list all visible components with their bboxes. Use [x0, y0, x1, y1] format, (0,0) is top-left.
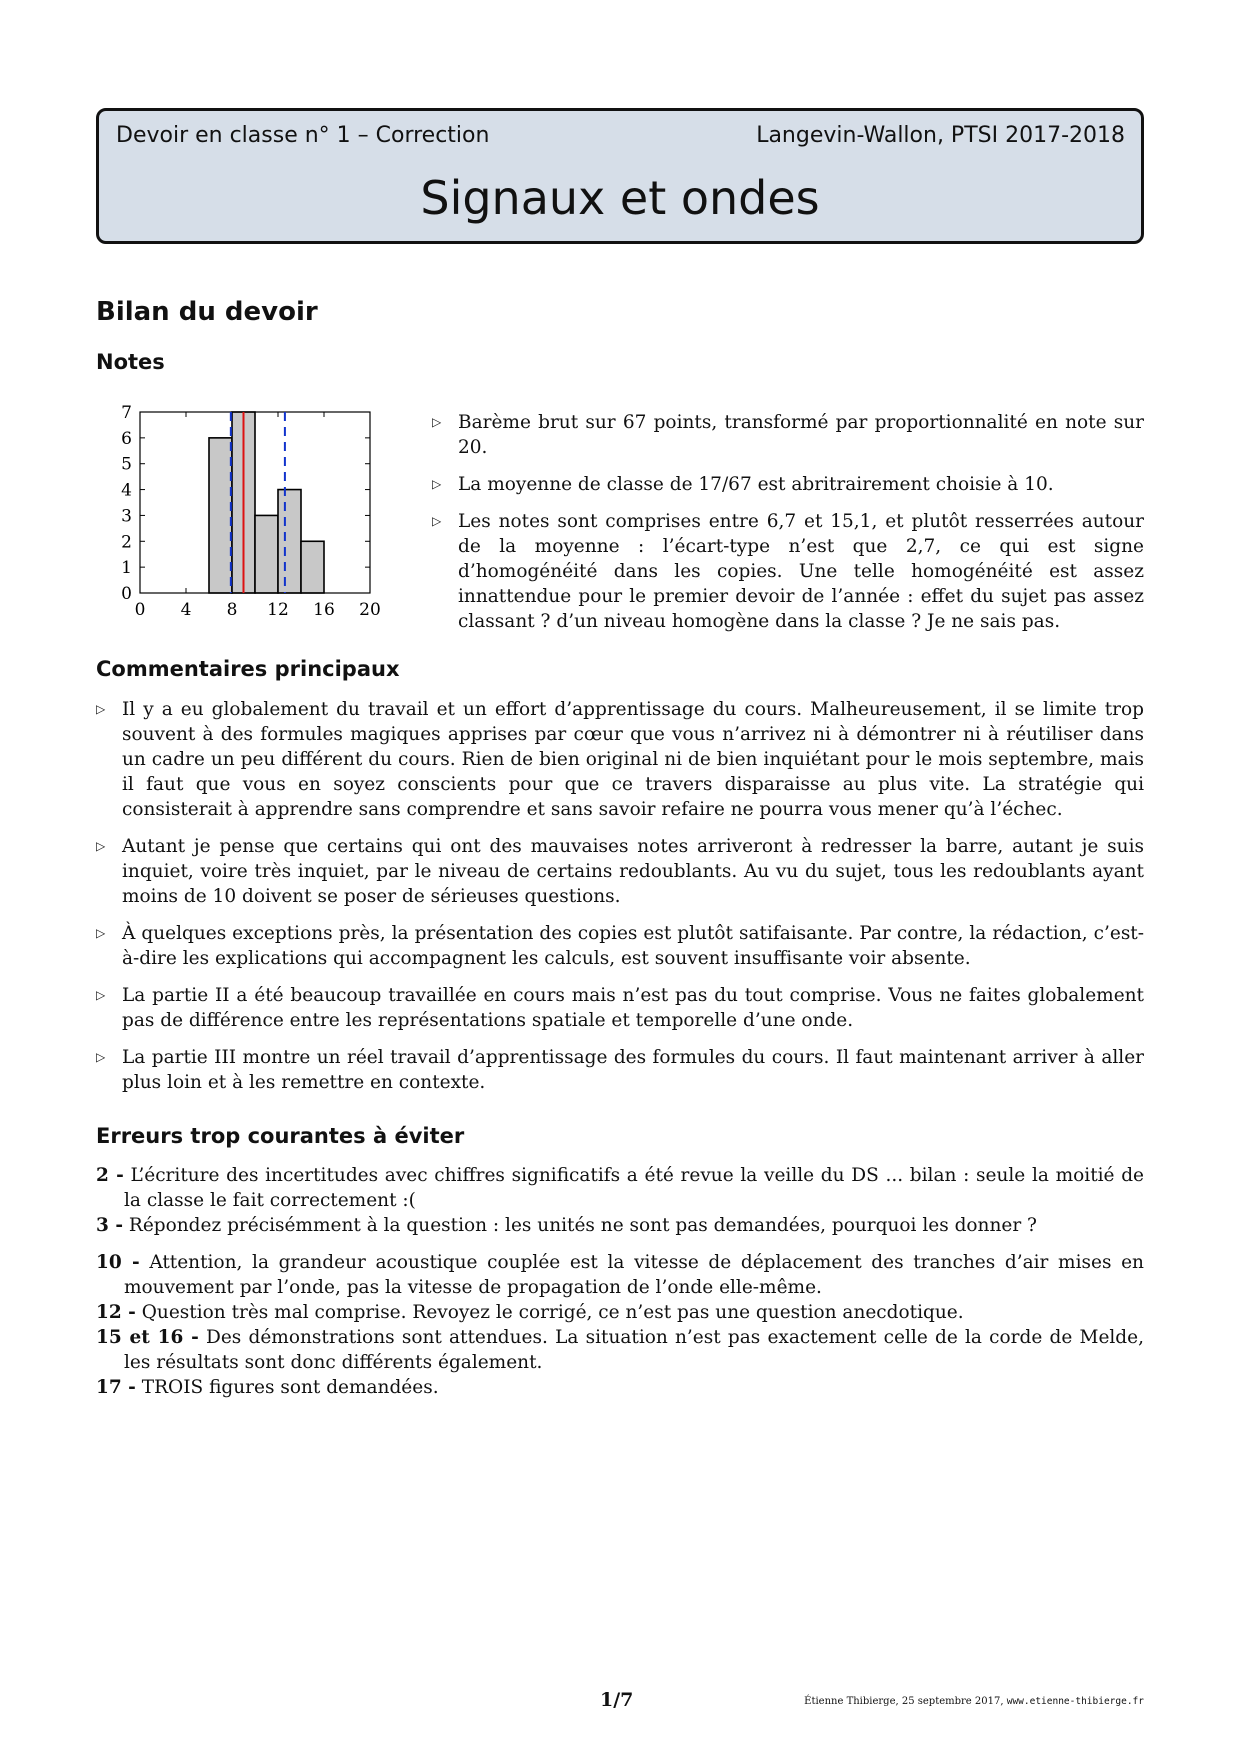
- comments-bullet-list: [96, 697, 1144, 1107]
- x-tick-label: 12: [267, 600, 289, 620]
- footer-site: www.etienne-thibierge.fr: [1006, 1696, 1144, 1707]
- list-item: ▷ Il y a eu globalement du travail et un effort d’apprentissage du cours. Malheureusement, il se limite trop souvent à des formules magiques apprises par cœur que vous n’arrivez ni à démontrer ni à réutiliser dans un cadre un peu différent du cours. Rien de bien original ni de bien inquiétant pour le mois septembre, mais il faut que vous en soyez conscients pour que ce travers disparaisse au plus vite. La stratégie qui consisterait à apprendre sans comprendre et sans savoir refaire ne pourra vous mener qu’à l’échec.: [96, 699, 1144, 820]
- histogram-bar: [301, 541, 324, 593]
- header-left: Devoir en classe n° 1 – Correction: [116, 123, 490, 148]
- triangle-bullet-icon: ▷: [432, 415, 442, 429]
- list-item: 10 - Attention, la grandeur acoustique couplée est la vitesse de déplacement des tranches d’air mises en mouvement par l’onde, pas la vitesse de propagation de l’onde elle-même.: [96, 1252, 1144, 1298]
- triangle-bullet-icon: ▷: [96, 839, 106, 853]
- list-item: 12 - Question très mal comprise. Revoyez le corrigé, ce n’est pas une question anecdotique.: [96, 1302, 964, 1323]
- histogram-bar: [209, 438, 232, 593]
- subsection-title-commentaires: Commentaires principaux: [96, 657, 400, 681]
- list-item: 15 et 16 - Des démonstrations sont attendues. La situation n’est pas exactement celle de la corde de Melde, les résultats sont donc différents également.: [96, 1327, 1144, 1373]
- list-item: ▷ La partie III montre un réel travail d’apprentissage des formules du cours. Il faut maintenant arriver à aller plus loin et à les remettre en contexte.: [96, 1047, 1144, 1093]
- page-number: 1/7: [600, 1689, 634, 1711]
- errors-list-1: [96, 1163, 1144, 1238]
- section-title-bilan: Bilan du devoir: [96, 297, 318, 327]
- triangle-bullet-icon: ▷: [96, 926, 106, 940]
- errors-list-2: [96, 1250, 1144, 1400]
- y-tick-label: 1: [121, 558, 132, 579]
- x-tick-label: 8: [226, 600, 238, 620]
- list-item: ▷ Les notes sont comprises entre 6,7 et 15,1, et plutôt resserrées autour de la moyenne : l’écart-type n’est que 2,7, ce qui est signe d’homogénéité dans les copies. Une telle homogénéité est assez innattendue pour le premier devoir de l’année : effet du sujet pas assez classant ? d’un niveau homogène dans la classe ? Je ne sais pas.: [432, 511, 1144, 632]
- header-box: [96, 108, 1144, 244]
- triangle-bullet-icon: ▷: [432, 514, 442, 528]
- triangle-bullet-icon: ▷: [96, 1050, 106, 1064]
- triangle-bullet-icon: ▷: [96, 702, 106, 716]
- list-item: 2 - L’écriture des incertitudes avec chiffres significatifs a été revue la veille du DS ... bilan : seule la moitié de la classe le fait correctement :(: [96, 1165, 1144, 1211]
- triangle-bullet-icon: ▷: [432, 477, 442, 491]
- header-right: Langevin-Wallon, PTSI 2017-2018: [756, 123, 1125, 148]
- subsection-title-erreurs: Erreurs trop courantes à éviter: [96, 1124, 465, 1148]
- x-tick-label: 20: [359, 600, 381, 620]
- y-tick-label: 5: [121, 454, 132, 475]
- x-tick-label: 0: [134, 600, 146, 620]
- list-item: ▷ Barème brut sur 67 points, transformé par proportionnalité en note sur 20.: [432, 412, 1144, 458]
- list-item: ▷ La partie II a été beaucoup travaillée en cours mais n’est pas du tout comprise. Vous ne faites globalement pas de différence entre les représentations spatiale et temporelle d’une onde.: [96, 985, 1144, 1031]
- page-title: Signaux et ondes: [420, 171, 820, 225]
- histogram-plot-area: [121, 403, 381, 620]
- y-tick-label: 0: [121, 584, 132, 604]
- list-item: ▷ La moyenne de classe de 17/67 est abritrairement choisie à 10.: [432, 474, 1054, 495]
- x-tick-label: 16: [313, 600, 335, 620]
- x-tick-label: 4: [180, 600, 192, 620]
- histogram-bar: [255, 515, 278, 593]
- list-item: ▷ Autant je pense que certains qui ont des mauvaises notes arriveront à redresser la barre, autant je suis inquiet, voire très inquiet, par le niveau de certains redoublants. Au vu du sujet, tous les redoublants ayant moins de 10 doivent se poser de sérieuses questions.: [96, 836, 1144, 907]
- list-item: 3 - Répondez précisémment à la question : les unités ne sont pas demandées, pourquoi les donner ?: [96, 1215, 1037, 1236]
- y-tick-label: 7: [121, 403, 132, 423]
- y-tick-label: 3: [121, 506, 132, 527]
- list-item: 17 - TROIS figures sont demandées.: [96, 1377, 439, 1398]
- y-tick-label: 6: [121, 428, 132, 449]
- notes-bullet-list: [432, 410, 1144, 646]
- grades-histogram: [96, 400, 396, 625]
- subsection-title-notes: Notes: [96, 350, 165, 374]
- footer-author: Étienne Thibierge, 25 septembre 2017, www.etienne-thibierge.fr: [804, 1696, 1144, 1707]
- histogram-bar: [278, 490, 301, 593]
- list-item: ▷ À quelques exceptions près, la présentation des copies est plutôt satifaisante. Par contre, la rédaction, c’est-à-dire les explications qui accompagnent les calculs, est souvent insuffisante voir absente.: [96, 923, 1144, 969]
- y-tick-label: 4: [121, 480, 132, 501]
- triangle-bullet-icon: ▷: [96, 988, 106, 1002]
- y-tick-label: 2: [121, 532, 132, 553]
